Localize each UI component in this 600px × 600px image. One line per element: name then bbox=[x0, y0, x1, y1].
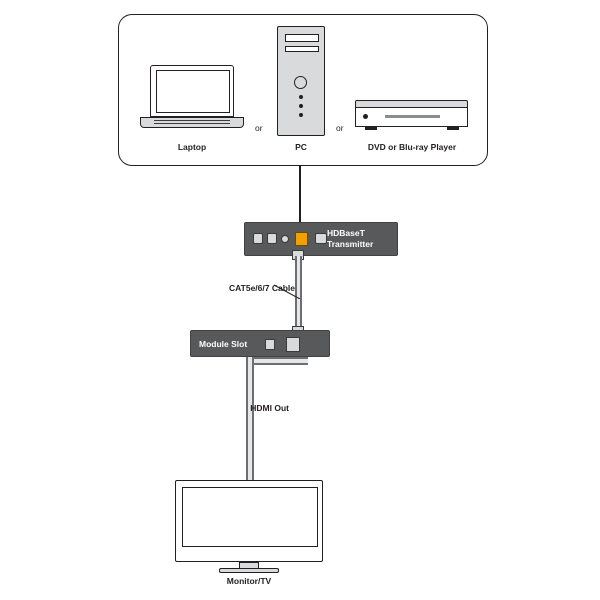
pc-power-button-icon bbox=[294, 76, 307, 89]
pc-label: PC bbox=[295, 142, 307, 152]
hdmi-cable-edge-right bbox=[252, 357, 254, 487]
transmitter-port-2 bbox=[267, 233, 277, 244]
laptop-keyboard bbox=[154, 120, 230, 126]
dvd-player-label: DVD or Blu-ray Player bbox=[367, 142, 457, 152]
hdmi-out-label: HDMI Out bbox=[250, 403, 289, 413]
cat-cable-label: CAT5e/6/7 Cable bbox=[229, 283, 295, 293]
laptop-label: Laptop bbox=[177, 142, 207, 152]
transmitter-label-line2: Transmitter bbox=[327, 239, 374, 249]
hdbaset-transmitter bbox=[244, 222, 398, 256]
dvd-foot-right bbox=[447, 127, 459, 130]
or-separator-1: or bbox=[255, 123, 263, 133]
tv-screen bbox=[182, 487, 318, 547]
tv-stand-base bbox=[219, 568, 279, 573]
pc-drive-bay-bottom bbox=[285, 46, 319, 52]
hdmi-cable bbox=[243, 357, 257, 487]
dvd-player-illustration bbox=[355, 100, 468, 132]
laptop-illustration bbox=[140, 65, 244, 135]
monitor-tv-illustration bbox=[175, 480, 323, 572]
module-slot-label: Module Slot bbox=[199, 339, 248, 349]
hdmi-cable-edge-left bbox=[246, 357, 248, 487]
or-separator-2: or bbox=[336, 123, 344, 133]
transmitter-rj45-port bbox=[295, 232, 308, 246]
tv-bezel bbox=[175, 480, 323, 562]
dvd-power-indicator-icon bbox=[363, 114, 368, 119]
pc-indicator-lights bbox=[299, 95, 303, 117]
laptop-screen bbox=[156, 70, 230, 113]
pc-drive-bay-top bbox=[285, 34, 319, 42]
dvd-foot-left bbox=[365, 127, 377, 130]
transmitter-hdmi-input-port bbox=[315, 233, 327, 244]
transmitter-power-jack bbox=[281, 235, 289, 243]
module-slot-device bbox=[190, 330, 330, 357]
dvd-disc-tray bbox=[385, 115, 440, 118]
laptop-screen-bezel bbox=[150, 65, 234, 117]
transmitter-port-1 bbox=[253, 233, 263, 244]
transmitter-label bbox=[327, 228, 395, 250]
source-to-transmitter-cable bbox=[299, 166, 301, 223]
monitor-tv-label: Monitor/TV bbox=[226, 576, 272, 586]
transmitter-label-line1: HDBaseT bbox=[327, 228, 365, 238]
module-slot-rj45-port bbox=[286, 337, 300, 352]
module-slot-hdmi-output-port bbox=[265, 339, 275, 350]
pc-tower-illustration bbox=[277, 26, 325, 136]
